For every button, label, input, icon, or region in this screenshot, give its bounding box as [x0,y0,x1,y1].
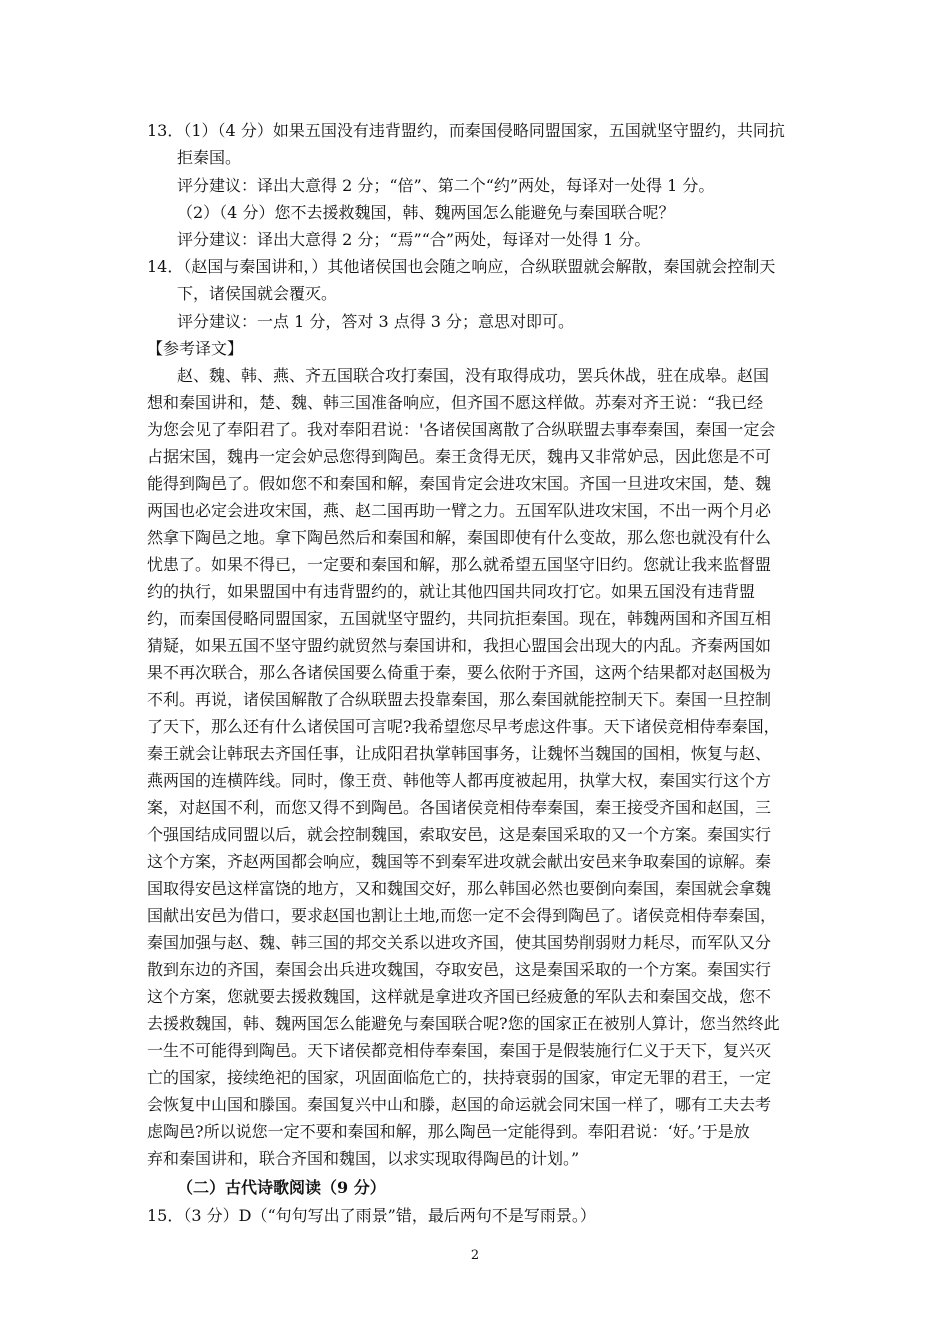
q14-line [147,256,775,278]
translation-line: 秦国加强与赵、魏、韩三国的邦交关系以进攻齐国，使其国势削弱财力耗尽，而军队又分 [147,933,772,952]
translation-line: 约，而秦国侵略同盟国家，五国就坚守盟约，共同抗拒秦国。现在，韩魏两国和齐国互相 [147,609,772,628]
q13-part1-continuation: 拒秦国。 [177,148,242,167]
translation-line: 弃和秦国讲和，联合齐国和魏国，以求实现取得陶邑的计划。” [147,1149,580,1168]
q15-text: （3 分）D（“句句写出了雨景”错，最后两句不是写雨景。） [183,1206,596,1225]
q15-line [147,1205,596,1227]
translation-line: 猜疑，如果五国不坚守盟约就贸然与秦国讲和，我担心盟国会出现大的内乱。齐秦两国如 [147,636,772,655]
q13-part1-text: （1）（4 分）如果五国没有违背盟约，而秦国侵略同盟国家，五国就坚守盟约，共同抗 [183,121,785,140]
translation-line: 散到东边的齐国，秦国会出兵进攻魏国，夺取安邑，这是秦国采取的一个方案。秦国实行 [147,960,772,979]
page-number: 2 [470,1248,480,1263]
translation-line: 燕两国的连横阵线。同时，像王贲、韩他等人都再度被起用，执掌大权，秦国实行这个方 [147,771,772,790]
translation-line: 忧患了。如果不得已，一定要和秦国和解，那么就希望五国坚守旧约。您就让我来监督盟 [147,555,772,574]
translation-line: 虑陶邑?所以说您一定不要和秦国和解，那么陶邑一定能得到。奉阳君说：‘好。’于是放 [147,1122,750,1141]
translation-line: 为您会见了奉阳君了。我对奉阳君说：'各诸侯国离散了合纵联盟去事奉秦国，秦国一定会 [147,420,776,439]
q15-number: 15． [147,1206,184,1225]
translation-line: 果不再次联合，那么各诸侯国要么倚重于秦，要么依附于齐国，这两个结果都对赵国极为 [147,663,772,682]
translation-line: 案，对赵国不利，而您又得不到陶邑。各国诸侯竞相侍奉秦国，秦王接受齐国和赵国，三 [147,798,772,817]
translation-line: 赵、魏、韩、燕、齐五国联合攻打秦国，没有取得成功，罢兵休战，驻在成皋。赵国 [177,366,770,385]
section2-heading: （二）古代诗歌阅读（9 分） [177,1178,386,1197]
q14-number: 14． [147,257,184,276]
translation-line: 秦王就会让韩珉去齐国任事，让成阳君执掌韩国事务，让魏怀当魏国的国相，恢复与赵、 [147,744,772,763]
translation-line: 不利。再说，诸侯国解散了合纵联盟去投靠秦国，那么秦国就能控制天下。秦国一旦控制 [147,690,772,709]
q13-part1-line [147,120,785,142]
translation-line: 亡的国家，接续绝祀的国家，巩固面临危亡的，扶持衰弱的国家，审定无罪的君王，一定 [147,1068,772,1087]
translation-heading: 【参考译文】 [147,339,244,358]
q13-part1-scoring: 评分建议：译出大意得 2 分；“倍”、第二个“约”两处，每译对一处得 1 分。 [177,176,715,195]
translation-line: 个强国结成同盟以后，就会控制魏国，索取安邑，这是秦国采取的又一个方案。秦国实行 [147,825,772,844]
translation-line: 能得到陶邑了。假如您不和秦国和解，秦国肯定会进攻宋国。齐国一旦进攻宋国，楚、魏 [147,474,772,493]
translation-line: 去援救魏国，韩、魏两国怎么能避免与秦国联合呢?您的国家正在被别人算计，您当然终此 [147,1014,780,1033]
translation-line: 约的执行，如果盟国中有违背盟约的，就让其他四国共同攻打它。如果五国没有违背盟 [147,582,756,601]
translation-line: 会恢复中山国和滕国。秦国复兴中山和滕，赵国的命运就会同宋国一样了，哪有工夫去考 [147,1095,772,1114]
translation-line: 一生不可能得到陶邑。天下诸侯都竞相侍奉秦国，秦国于是假装施行仁义于天下，复兴灭 [147,1041,772,1060]
q14-text: （赵国与秦国讲和，）其他诸侯国也会随之响应，合纵联盟就会解散，秦国就会控制天 [183,257,776,276]
q13-number: 13． [147,121,184,140]
translation-line: 然拿下陶邑之地。拿下陶邑然后和秦国和解，秦国即使有什么变故，那么您也就没有什么 [147,528,772,547]
translation-line: 国献出安邑为借口，要求赵国也割让土地,而您一定不会得到陶邑了。诸侯竞相侍奉秦国， [147,906,777,925]
translation-line: 两国也必定会进攻宋国，燕、赵二国再助一臂之力。五国军队进攻宋国，不出一两个月必 [147,501,772,520]
translation-line: 国取得安邑这样富饶的地方，又和魏国交好，那么韩国必然也要倒向秦国，秦国就会拿魏 [147,879,772,898]
q13-part2-text: （2）（4 分）您不去援救魏国，韩、魏两国怎么能避免与秦国联合呢？ [177,203,675,222]
translation-line: 这个方案，齐赵两国都会响应，魏国等不到秦军进攻就会献出安邑来争取秦国的谅解。秦 [147,852,772,871]
q14-scoring: 评分建议：一点 1 分，答对 3 点得 3 分；意思对即可。 [177,312,575,331]
q14-continuation: 下，诸侯国就会覆灭。 [177,284,338,303]
translation-line: 想和秦国讲和，楚、魏、韩三国准备响应，但齐国不愿这样做。苏秦对齐王说：“我已经 [147,393,764,412]
q13-part2-scoring: 评分建议：译出大意得 2 分；“焉”“合”两处，每译对一处得 1 分。 [177,230,651,249]
translation-line: 这个方案，您就要去援救魏国，这样就是拿进攻齐国已经疲惫的军队去和秦国交战，您不 [147,987,772,1006]
translation-line: 了天下，那么还有什么诸侯国可言呢?我希望您尽早考虑这件事。天下诸侯竞相侍奉秦国， [147,717,780,736]
translation-line: 占据宋国，魏冉一定会妒忌您得到陶邑。秦王贪得无厌，魏冉又非常妒忌，因此您是不可 [147,447,772,466]
